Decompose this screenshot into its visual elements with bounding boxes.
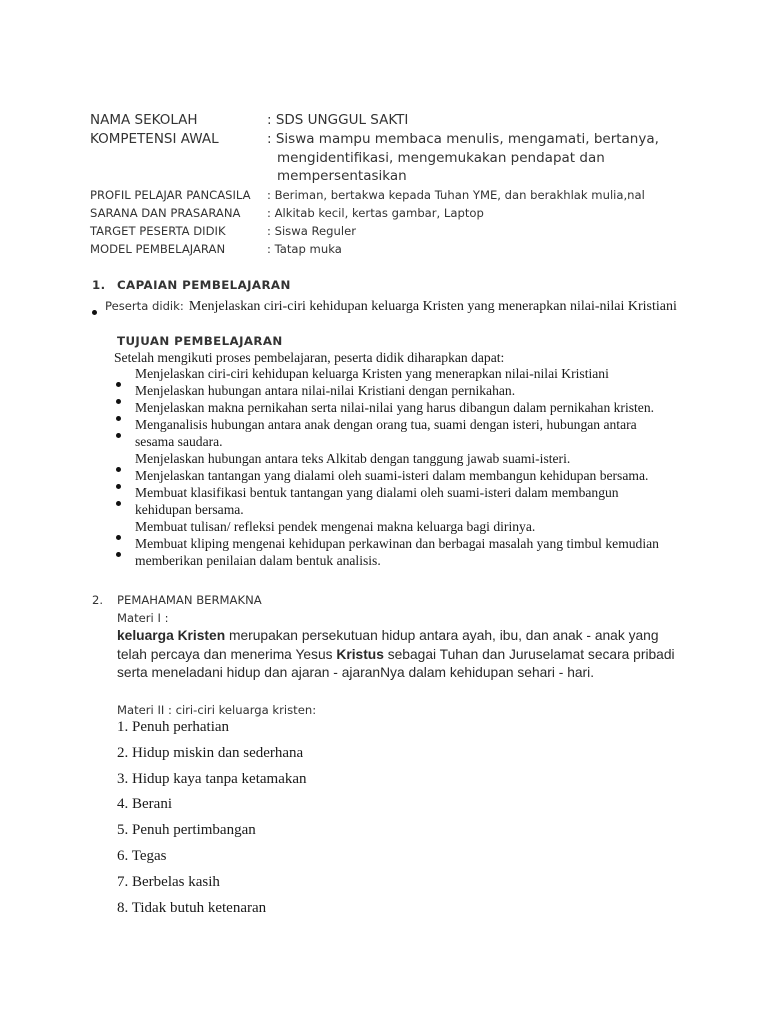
tujuan-item-continuation: sesama saudara.	[135, 434, 223, 449]
materi1-label: Materi I :	[117, 611, 169, 625]
tujuan-item: Membuat kliping mengenai kehidupan perkawinan dan berbagai masalah yang timbul kemudian	[135, 536, 659, 551]
capaian-bullet-prefix: Peserta didik:	[105, 299, 184, 313]
bullet-icon	[92, 300, 97, 319]
ciri-item: 7. Berbelas kasih	[117, 873, 220, 890]
tujuan-heading: TUJUAN PEMBELAJARAN	[117, 334, 283, 348]
capaian-number: 1.	[92, 278, 106, 292]
pemahaman-heading: PEMAHAMAN BERMAKNA	[117, 593, 262, 607]
label-target: TARGET PESERTA DIDIK	[90, 224, 226, 238]
materi1-line1-rest: merupakan persekutuan hidup antara ayah, ibu, dan anak - anak yang	[225, 628, 659, 643]
label-kompetensi-awal: KOMPETENSI AWAL	[90, 131, 219, 147]
capaian-bullet	[105, 295, 677, 315]
label-nama-sekolah: NAMA SEKOLAH	[90, 112, 198, 128]
tujuan-item: Menjelaskan tantangan yang dialami oleh suami-isteri dalam membangun kehidupan bersama.	[135, 468, 649, 483]
ciri-item: 1. Penuh perhatian	[117, 719, 230, 735]
label-sarana: SARANA DAN PRASARANA	[90, 206, 241, 220]
bullet-icon	[116, 542, 121, 561]
pemahaman-number: 2.	[92, 593, 104, 607]
tujuan-item: Menjelaskan makna pernikahan serta nilai-nilai yang harus dibangun dalam pernikahan kristen.	[135, 400, 655, 415]
materi1-bold-keluarga: keluarga Kristen	[117, 628, 226, 643]
tujuan-item: Menjelaskan hubungan antara teks Alkitab dengan tanggung jawab suami-isteri.	[135, 451, 571, 466]
value-model: : Tatap muka	[267, 242, 342, 256]
tujuan-item-continuation: memberikan penilaian dalam bentuk analisis.	[135, 553, 381, 568]
tujuan-item: Membuat tulisan/ refleksi pendek mengenai makna keluarga bagi dirinya.	[135, 519, 536, 534]
ciri-item: 2. Hidup miskin dan sederhana	[117, 744, 304, 761]
ciri-item: 6. Tegas	[117, 848, 167, 864]
tujuan-item: Menjelaskan ciri-ciri kehidupan keluarga Kristen yang menerapkan nilai-nilai Kristiani	[135, 366, 609, 381]
tujuan-item: Menganalisis hubungan antara anak dengan orang tua, suami dengan isteri, hubungan antara	[135, 417, 637, 432]
tujuan-item: Membuat klasifikasi bentuk tantangan yang dialami oleh suami-isteri dalam membangun	[135, 485, 619, 500]
materi1-line3: serta meneladani hidup dan ajaran - ajaranNya dalam kehidupan sehari - hari.	[117, 665, 595, 680]
value-sarana: : Alkitab kecil, kertas gambar, Laptop	[267, 206, 484, 220]
bullet-icon	[116, 491, 121, 510]
materi1-line2-a: telah percaya dan menerima Yesus	[117, 647, 337, 662]
materi1-line2-b: sebagai Tuhan dan Juruselamat secara pribadi	[383, 647, 675, 662]
value-profil-pelajar: : Beriman, bertakwa kepada Tuhan YME, dan berakhlak mulia,nal	[267, 188, 645, 202]
value-target: : Siswa Reguler	[267, 224, 356, 238]
materi2-label: Materi II : ciri-ciri keluarga kristen:	[117, 703, 317, 717]
materi1-line1	[117, 628, 659, 643]
capaian-bullet-text: Menjelaskan ciri-ciri kehidupan keluarga Kristen yang menerapkan nilai-nilai Kristiani	[188, 299, 677, 314]
value-kompetensi-awal-cont1: mengidentifikasi, mengemukakan pendapat dan	[277, 150, 605, 166]
ciri-item: 3. Hidup kaya tanpa ketamakan	[117, 770, 307, 787]
tujuan-intro: Setelah mengikuti proses pembelajaran, peserta didik diharapkan dapat:	[114, 350, 505, 365]
ciri-item: 8. Tidak butuh ketenaran	[117, 899, 267, 916]
tujuan-item: Menjelaskan hubungan antara nilai-nilai Kristiani dengan pernikahan.	[135, 383, 516, 398]
capaian-heading: CAPAIAN PEMBELAJARAN	[117, 278, 291, 292]
label-profil-pelajar: PROFIL PELAJAR PANCASILA	[90, 188, 251, 202]
value-nama-sekolah: : SDS UNGGUL SAKTI	[267, 112, 409, 128]
bullet-icon	[116, 423, 121, 442]
materi1-bold-kristus: Kristus	[336, 647, 384, 662]
materi1-line2	[117, 647, 675, 662]
tujuan-item-continuation: kehidupan bersama.	[135, 502, 244, 517]
value-kompetensi-awal: : Siswa mampu membaca menulis, mengamati, bertanya,	[267, 131, 659, 147]
label-model: MODEL PEMBELAJARAN	[90, 242, 226, 256]
ciri-item: 5. Penuh pertimbangan	[117, 822, 256, 839]
ciri-item: 4. Berani	[117, 796, 172, 813]
value-kompetensi-awal-cont2: mempersentasikan	[277, 168, 407, 184]
